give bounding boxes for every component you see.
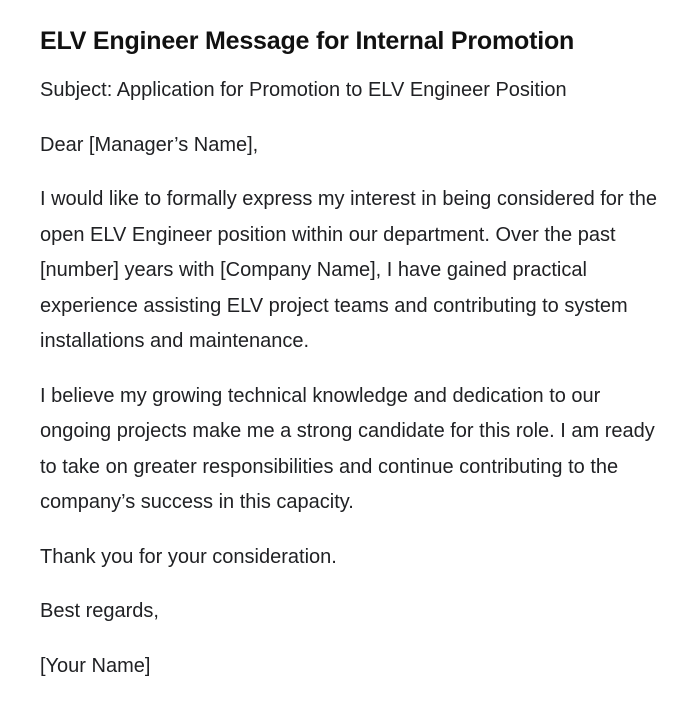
- body-paragraph: I would like to formally express my interest in being considered for the open ELV Engineer position within our department. Over the past [number] years with [Company Name], I have gained practical experience assisting ELV project teams and contributing to system installations and maintenance.: [40, 188, 657, 353]
- salutation: Dear [Manager’s Name],: [40, 133, 259, 156]
- subject-line: Subject: Application for Promotion to ELV Engineer Position: [40, 79, 567, 102]
- page-title: ELV Engineer Message for Internal Promotion: [40, 27, 575, 55]
- thanks-line: Thank you for your consideration.: [40, 545, 337, 568]
- closing-line: Best regards,: [40, 600, 159, 623]
- signature-line: [Your Name]: [40, 654, 151, 677]
- letter-body: [40, 73, 660, 684]
- body-paragraph: I believe my growing technical knowledge and dedication to our ongoing projects make me a strong candidate for this role. I am ready to take on greater responsibilities and continue contributing to the company’s success in this capacity.: [40, 384, 655, 514]
